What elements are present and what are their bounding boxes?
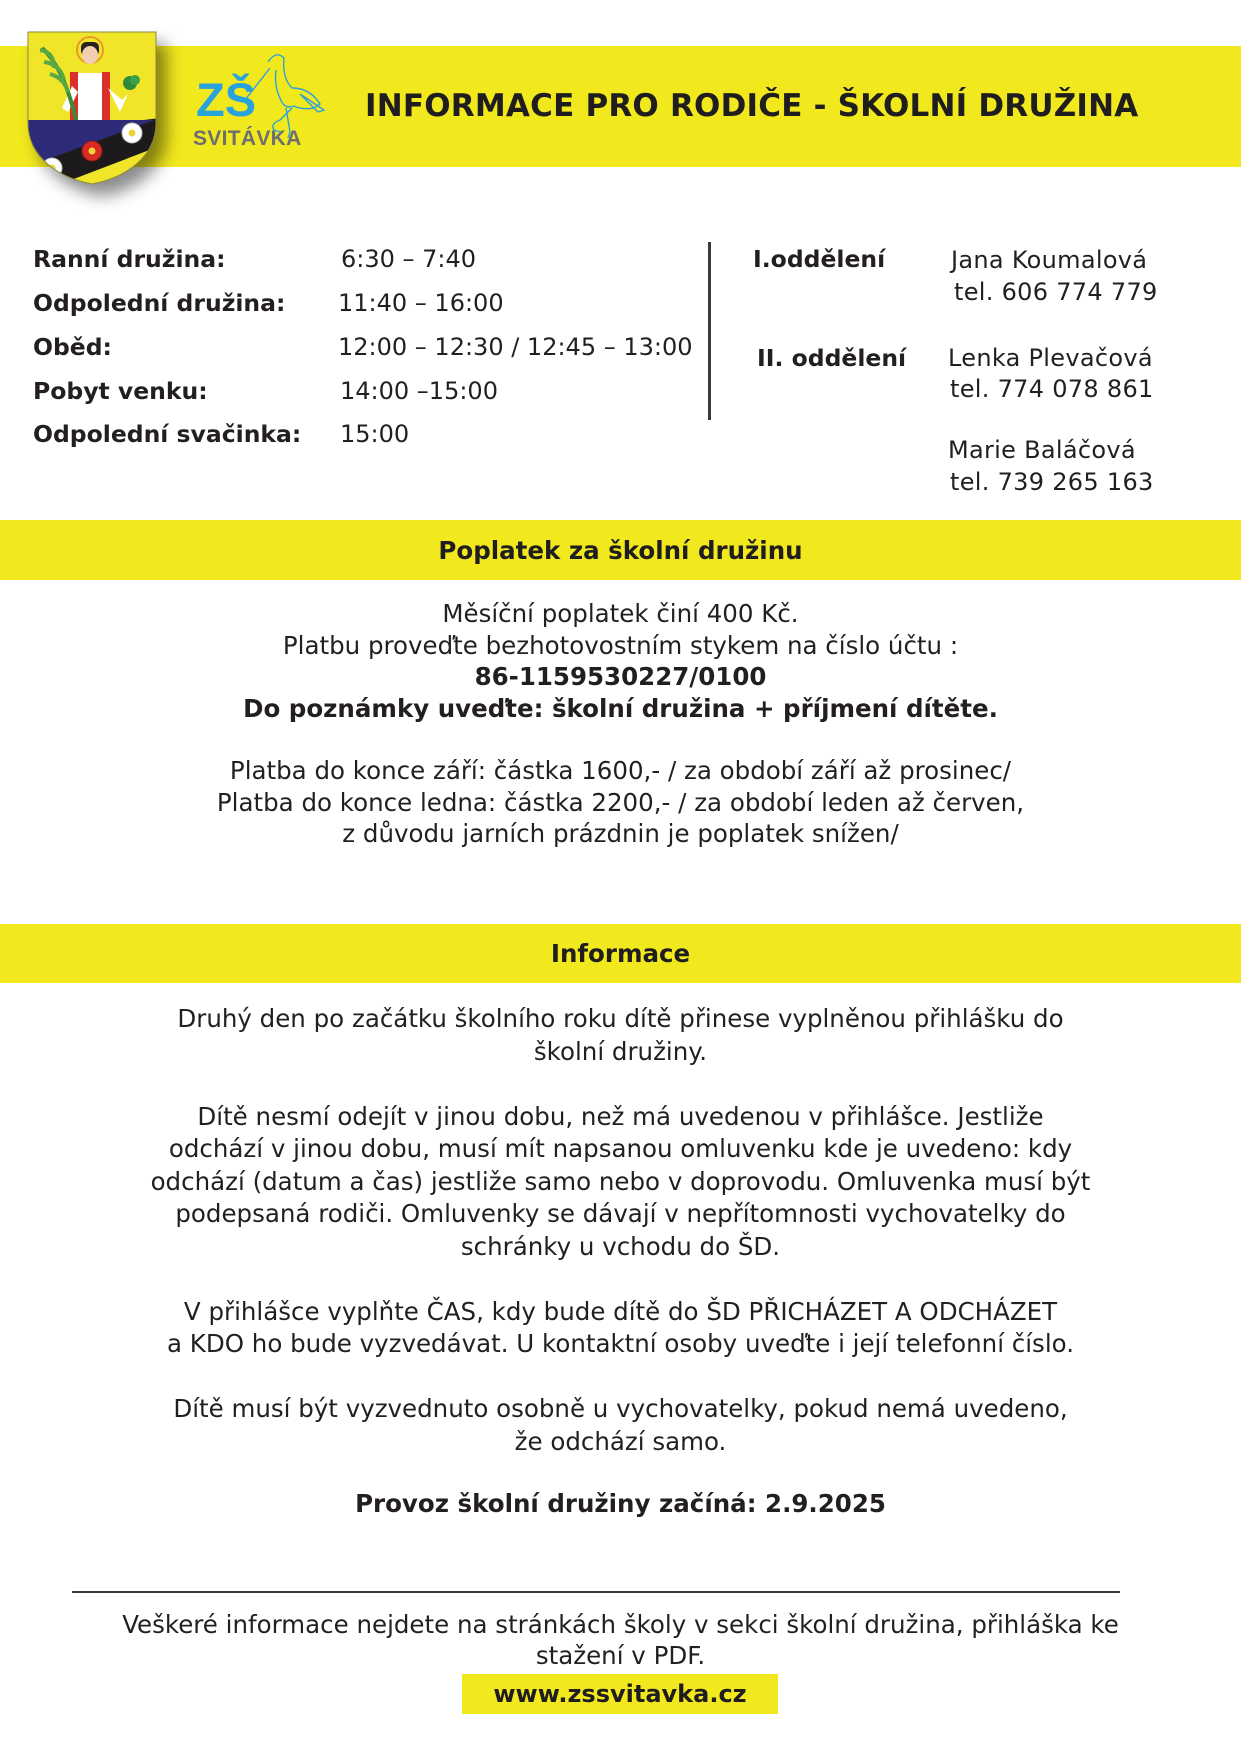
- info-paragraph: [0, 1003, 1241, 1068]
- info-line: že odchází samo.: [514, 1426, 727, 1456]
- stork-icon: [240, 48, 332, 140]
- department-label: I.oddělení: [753, 245, 886, 273]
- contact-name: Marie Baláčová: [948, 436, 1136, 464]
- schedule-value: 11:40 – 16:00: [338, 289, 504, 317]
- info-line: schránky u vchodu do ŠD.: [460, 1231, 781, 1261]
- fee-payment-method: Platbu proveďte bezhotovostním stykem na číslo účtu :: [282, 630, 959, 660]
- department-label: II. oddělení: [757, 344, 907, 372]
- fee-schedule-line: Platba do konce ledna: částka 2200,- / za období leden až červen,: [216, 787, 1025, 817]
- info-section-title: Informace: [550, 939, 691, 968]
- schedule-label: Odpolední družina:: [33, 289, 286, 317]
- info-text: [0, 1003, 1241, 1491]
- info-line: odchází v jinou dobu, musí mít napsanou omluvenku kde je uvedeno: kdy: [168, 1134, 1073, 1163]
- fee-section-header: [0, 520, 1241, 580]
- schedule-row: [33, 377, 498, 405]
- schedule-value: 6:30 – 7:40: [341, 245, 477, 273]
- footer-line: stažení v PDF.: [535, 1641, 706, 1670]
- schedule-value: 12:00 – 12:30 / 12:45 – 13:00: [338, 333, 693, 361]
- coat-of-arms-icon: [24, 28, 160, 186]
- logo-school-name: SVITÁVKA: [193, 127, 302, 150]
- footer-text: [0, 1609, 1241, 1671]
- schedule-row: [33, 245, 477, 273]
- contact-name: Jana Koumalová: [951, 246, 1148, 274]
- schedule-value: 14:00 –15:00: [340, 377, 498, 405]
- info-section-header: [0, 924, 1241, 983]
- contact-phone: tel. 774 078 861: [950, 375, 1154, 403]
- contact-phone: tel. 739 265 163: [950, 468, 1154, 496]
- vertical-divider: [708, 242, 711, 420]
- schedule-label: Ranní družina:: [33, 245, 226, 273]
- info-paragraph: [0, 1393, 1241, 1458]
- schedule-row: [33, 289, 504, 317]
- logo-abbreviation: ZŠ: [196, 73, 257, 126]
- contact-name: Lenka Plevačová: [948, 344, 1153, 372]
- info-paragraph: [0, 1101, 1241, 1264]
- schedule-label: Oběd:: [33, 333, 112, 361]
- info-line: V přihlášce vyplňte ČAS, kdy bude dítě do ŠD PŘICHÁZET A ODCHÁZET: [183, 1296, 1058, 1326]
- info-paragraph: [0, 1296, 1241, 1361]
- payment-note: Do poznámky uveďte: školní družina + příjmení dítěte.: [243, 693, 998, 723]
- page-title: INFORMACE PRO RODIČE - ŠKOLNÍ DRUŽINA: [365, 88, 1139, 124]
- fee-schedule: [0, 755, 1241, 850]
- info-line: a KDO ho bude vyzvedávat. U kontaktní osoby uveďte i její telefonní číslo.: [167, 1329, 1074, 1358]
- schedule-value: 15:00: [340, 420, 410, 448]
- bank-account-number: 86-1159530227/0100: [474, 662, 767, 691]
- footer-line: Veškeré informace nejdete na stránkách školy v sekci školní družina, přihláška ke: [122, 1610, 1119, 1639]
- fee-section-title: Poplatek za školní družinu: [438, 535, 803, 565]
- info-line: odchází (datum a čas) jestliže samo nebo v doprovodu. Omluvenka musí být: [150, 1166, 1091, 1196]
- info-line: Druhý den po začátku školního roku dítě přinese vyplněnou přihlášku do: [177, 1004, 1064, 1033]
- footer-divider: [72, 1591, 1120, 1593]
- start-date: Provoz školní družiny začíná: 2.9.2025: [355, 1489, 886, 1518]
- fee-details: [0, 598, 1241, 724]
- info-line: Dítě musí být vyzvednuto osobně u vychovatelky, pokud nemá uvedeno,: [173, 1394, 1068, 1423]
- fee-schedule-line: z důvodu jarních prázdnin je poplatek snížen/: [342, 819, 899, 848]
- schedule-row: [33, 333, 693, 361]
- contact-phone: tel. 606 774 779: [954, 278, 1158, 306]
- website-highlight: [462, 1674, 778, 1714]
- schedule-label: Odpolední svačinka:: [33, 420, 302, 448]
- schedule-row: [33, 420, 410, 448]
- info-line: podepsaná rodiči. Omluvenky se dávají v nepřítomnosti vychovatelky do: [175, 1199, 1066, 1228]
- fee-schedule-line: Platba do konce září: částka 1600,- / za období září až prosinec/: [229, 756, 1012, 785]
- fee-monthly: Měsíční poplatek činí 400 Kč.: [442, 599, 799, 628]
- info-line: Dítě nesmí odejít v jinou dobu, než má uvedenou v přihlášce. Jestliže: [197, 1101, 1044, 1131]
- info-line: školní družiny.: [533, 1036, 708, 1066]
- schedule-label: Pobyt venku:: [33, 377, 208, 405]
- website-link[interactable]: www.zssvitavka.cz: [493, 1680, 747, 1708]
